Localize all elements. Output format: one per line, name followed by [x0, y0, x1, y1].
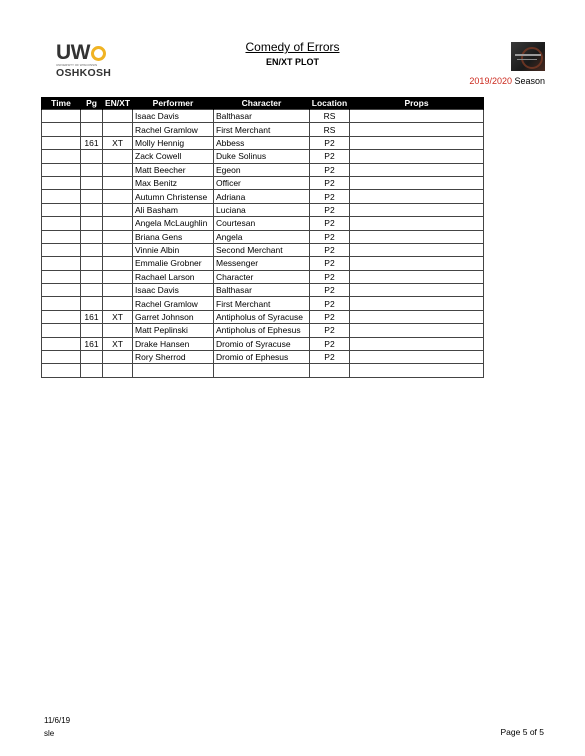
pg-cell: 161 — [81, 337, 103, 350]
season-label — [469, 76, 545, 86]
performer-cell: Rachael Larson — [133, 270, 214, 283]
time-cell — [42, 270, 81, 283]
time-cell — [42, 351, 81, 364]
table-row — [42, 351, 484, 364]
pg-cell — [81, 284, 103, 297]
character-cell: Character — [214, 270, 310, 283]
table-row — [42, 364, 484, 377]
pg-cell — [81, 190, 103, 203]
footer-page-number: Page 5 of 5 — [500, 727, 544, 737]
season-years: 2019/2020 — [469, 76, 512, 86]
pg-cell — [81, 203, 103, 216]
logo-subtext: UNIVERSITY OF WISCONSIN — [56, 63, 98, 67]
props-cell — [350, 150, 484, 163]
footer-date: 11/6/19 — [44, 716, 71, 725]
time-cell — [42, 324, 81, 337]
performer-cell: Molly Hennig — [133, 136, 214, 149]
table-row — [42, 203, 484, 216]
location-cell: P2 — [310, 136, 350, 149]
props-cell — [350, 243, 484, 256]
location-cell: P2 — [310, 163, 350, 176]
table-row — [42, 123, 484, 136]
production-thumbnail-image — [511, 42, 545, 71]
pg-cell — [81, 176, 103, 189]
time-cell — [42, 163, 81, 176]
character-cell: Balthasar — [214, 110, 310, 123]
enxt-cell — [103, 351, 133, 364]
time-cell — [42, 230, 81, 243]
location-cell: P2 — [310, 257, 350, 270]
time-cell — [42, 257, 81, 270]
location-cell: RS — [310, 123, 350, 136]
enxt-cell — [103, 163, 133, 176]
table-body — [42, 110, 484, 378]
performer-cell: Isaac Davis — [133, 110, 214, 123]
performer-cell: Briana Gens — [133, 230, 214, 243]
enxt-cell — [103, 270, 133, 283]
column-header-time: Time — [42, 97, 81, 110]
pg-cell — [81, 217, 103, 230]
footer-user: sle — [44, 729, 55, 738]
table-row — [42, 230, 484, 243]
character-cell: Angela — [214, 230, 310, 243]
table-row — [42, 110, 484, 123]
performer-cell: Emmalie Grobner — [133, 257, 214, 270]
time-cell — [42, 190, 81, 203]
time-cell — [42, 243, 81, 256]
performer-cell: Rory Sherrod — [133, 351, 214, 364]
location-cell — [310, 364, 350, 377]
table-row — [42, 243, 484, 256]
table-row — [42, 257, 484, 270]
time-cell — [42, 123, 81, 136]
props-cell — [350, 110, 484, 123]
props-cell — [350, 190, 484, 203]
table-row — [42, 270, 484, 283]
location-cell: P2 — [310, 310, 350, 323]
pg-cell — [81, 324, 103, 337]
location-cell: P2 — [310, 297, 350, 310]
location-cell: P2 — [310, 284, 350, 297]
performer-cell: Drake Hansen — [133, 337, 214, 350]
enxt-cell — [103, 110, 133, 123]
location-cell: P2 — [310, 230, 350, 243]
time-cell — [42, 176, 81, 189]
table-row — [42, 297, 484, 310]
enxt-cell — [103, 123, 133, 136]
enxt-cell — [103, 297, 133, 310]
enxt-cell — [103, 324, 133, 337]
document-title-wrap — [0, 40, 585, 54]
props-cell — [350, 337, 484, 350]
enxt-cell: XT — [103, 136, 133, 149]
document-subtitle: EN/XT PLOT — [265, 57, 319, 67]
performer-cell: Zack Cowell — [133, 150, 214, 163]
enxt-cell — [103, 190, 133, 203]
performer-cell: Max Benitz — [133, 176, 214, 189]
time-cell — [42, 337, 81, 350]
table-row — [42, 136, 484, 149]
character-cell: Antipholus of Ephesus — [214, 324, 310, 337]
pg-cell: 161 — [81, 310, 103, 323]
performer-cell: Vinnie Albin — [133, 243, 214, 256]
column-header-pg: Pg — [81, 97, 103, 110]
character-cell: Adriana — [214, 190, 310, 203]
enxt-cell — [103, 284, 133, 297]
location-cell: P2 — [310, 243, 350, 256]
location-cell: P2 — [310, 324, 350, 337]
table-row — [42, 337, 484, 350]
performer-cell: Garret Johnson — [133, 310, 214, 323]
enxt-cell — [103, 364, 133, 377]
character-cell: Courtesan — [214, 217, 310, 230]
enxt-cell — [103, 150, 133, 163]
props-cell — [350, 270, 484, 283]
props-cell — [350, 324, 484, 337]
pg-cell — [81, 351, 103, 364]
performer-cell: Ali Basham — [133, 203, 214, 216]
props-cell — [350, 203, 484, 216]
performer-cell: Matt Beecher — [133, 163, 214, 176]
props-cell — [350, 217, 484, 230]
pg-cell — [81, 163, 103, 176]
column-header-location: Location — [310, 97, 350, 110]
location-cell: P2 — [310, 190, 350, 203]
performer-cell: Angela McLaughlin — [133, 217, 214, 230]
character-cell: Dromio of Ephesus — [214, 351, 310, 364]
pg-cell — [81, 257, 103, 270]
pg-cell — [81, 150, 103, 163]
enxt-cell: XT — [103, 310, 133, 323]
enxt-cell — [103, 230, 133, 243]
time-cell — [42, 150, 81, 163]
enxt-cell — [103, 257, 133, 270]
character-cell: First Merchant — [214, 297, 310, 310]
character-cell: Second Merchant — [214, 243, 310, 256]
column-header-enxt: EN/XT — [103, 97, 133, 110]
time-cell — [42, 364, 81, 377]
character-cell: Luciana — [214, 203, 310, 216]
character-cell: Messenger — [214, 257, 310, 270]
table-row — [42, 150, 484, 163]
enxt-cell — [103, 203, 133, 216]
location-cell: P2 — [310, 270, 350, 283]
pg-cell — [81, 364, 103, 377]
enxt-cell: XT — [103, 337, 133, 350]
performer-cell: Isaac Davis — [133, 284, 214, 297]
character-cell: Duke Solinus — [214, 150, 310, 163]
props-cell — [350, 297, 484, 310]
document-title: Comedy of Errors — [245, 40, 340, 54]
performer-cell: Autumn Christense — [133, 190, 214, 203]
props-cell — [350, 123, 484, 136]
props-cell — [350, 284, 484, 297]
props-cell — [350, 176, 484, 189]
character-cell: Egeon — [214, 163, 310, 176]
props-cell — [350, 257, 484, 270]
column-header-character: Character — [214, 97, 310, 110]
table-header-row — [42, 97, 484, 110]
table-row — [42, 310, 484, 323]
pg-cell — [81, 110, 103, 123]
enxt-cell — [103, 217, 133, 230]
pg-cell — [81, 243, 103, 256]
time-cell — [42, 110, 81, 123]
enxt-plot-table — [41, 97, 484, 378]
location-cell: P2 — [310, 351, 350, 364]
time-cell — [42, 203, 81, 216]
time-cell — [42, 310, 81, 323]
character-cell — [214, 364, 310, 377]
character-cell: Antipholus of Syracuse — [214, 310, 310, 323]
location-cell: RS — [310, 110, 350, 123]
table-row — [42, 190, 484, 203]
character-cell: Abbess — [214, 136, 310, 149]
table-row — [42, 176, 484, 189]
performer-cell: Rachel Gramlow — [133, 123, 214, 136]
time-cell — [42, 297, 81, 310]
pg-cell: 161 — [81, 136, 103, 149]
props-cell — [350, 163, 484, 176]
logo-campus: OSHKOSH — [56, 67, 112, 79]
table-row — [42, 163, 484, 176]
time-cell — [42, 284, 81, 297]
location-cell: P2 — [310, 176, 350, 189]
location-cell: P2 — [310, 337, 350, 350]
column-header-props: Props — [350, 97, 484, 110]
table-row — [42, 284, 484, 297]
props-cell — [350, 136, 484, 149]
character-cell: Balthasar — [214, 284, 310, 297]
pg-cell — [81, 297, 103, 310]
enxt-cell — [103, 176, 133, 189]
props-cell — [350, 364, 484, 377]
table-row — [42, 324, 484, 337]
performer-cell: Matt Peplinski — [133, 324, 214, 337]
location-cell: P2 — [310, 203, 350, 216]
season-word: Season — [511, 76, 545, 86]
table-row — [42, 217, 484, 230]
enxt-cell — [103, 243, 133, 256]
props-cell — [350, 310, 484, 323]
time-cell — [42, 136, 81, 149]
performer-cell — [133, 364, 214, 377]
pg-cell — [81, 270, 103, 283]
character-cell: First Merchant — [214, 123, 310, 136]
character-cell: Dromio of Syracuse — [214, 337, 310, 350]
pg-cell — [81, 230, 103, 243]
logo-wordmark: UW — [56, 42, 116, 63]
location-cell: P2 — [310, 217, 350, 230]
pg-cell — [81, 123, 103, 136]
location-cell: P2 — [310, 150, 350, 163]
time-cell — [42, 217, 81, 230]
column-header-performer: Performer — [133, 97, 214, 110]
character-cell: Officer — [214, 176, 310, 189]
performer-cell: Rachel Gramlow — [133, 297, 214, 310]
props-cell — [350, 230, 484, 243]
props-cell — [350, 351, 484, 364]
